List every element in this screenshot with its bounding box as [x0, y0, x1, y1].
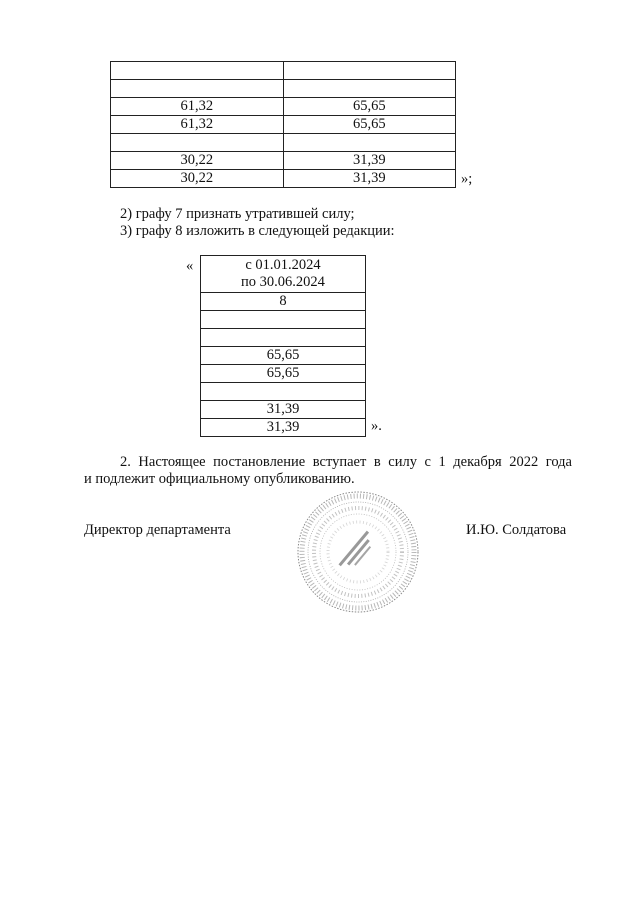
table-cell: 31,39	[283, 152, 456, 170]
item-3: 3) графу 8 изложить в следующей редакции:	[120, 223, 395, 239]
table-row	[111, 152, 456, 170]
table-cell: 65,65	[283, 116, 456, 134]
table-row	[201, 329, 366, 347]
table-cell	[111, 80, 284, 98]
table-cell: 30,22	[111, 170, 284, 188]
table-cell	[201, 329, 366, 347]
table-cell	[111, 62, 284, 80]
signature-position: Директор департамента	[84, 522, 231, 538]
table-top	[110, 61, 456, 188]
paragraph-2-line-1: 2. Настоящее постановление вступает в силу с 1 декабря 2022 года	[120, 454, 572, 470]
table-cell: 65,65	[201, 347, 366, 365]
table-cell: 30,22	[111, 152, 284, 170]
item-2: 2) графу 7 признать утратившей силу;	[120, 206, 355, 222]
table-cell: 61,32	[111, 116, 284, 134]
table-row	[201, 293, 366, 311]
table-row	[111, 134, 456, 152]
table-row	[111, 98, 456, 116]
header-line-1: с 01.01.2024	[245, 257, 321, 273]
table-row	[111, 116, 456, 134]
official-seal-icon	[296, 490, 420, 614]
table-row	[111, 170, 456, 188]
closing-quote-2: ».	[371, 418, 382, 434]
table-cell: 65,65	[283, 98, 456, 116]
table-row	[201, 401, 366, 419]
table-row	[201, 311, 366, 329]
table-cell	[201, 383, 366, 401]
table-row	[111, 80, 456, 98]
opening-quote-2: «	[186, 258, 194, 274]
table-cell	[111, 134, 284, 152]
table-cell	[283, 134, 456, 152]
table-column-8	[200, 255, 366, 437]
table-row	[201, 347, 366, 365]
table-cell	[283, 80, 456, 98]
table-cell: 31,39	[201, 401, 366, 419]
paragraph-2-line-2: и подлежит официальному опубликованию.	[84, 471, 355, 487]
table-cell: 8	[201, 293, 366, 311]
table-cell	[201, 311, 366, 329]
signature-name: И.Ю. Солдатова	[466, 522, 567, 538]
header-line-2: по 30.06.2024	[241, 274, 325, 290]
table-cell: 65,65	[201, 365, 366, 383]
table-cell: 31,39	[201, 419, 366, 437]
table-header-row	[201, 256, 366, 293]
table-cell	[283, 62, 456, 80]
table-cell: 31,39	[283, 170, 456, 188]
table-row	[201, 383, 366, 401]
table-row	[201, 419, 366, 437]
table-cell: 61,32	[111, 98, 284, 116]
closing-quote-1: »;	[461, 171, 473, 187]
table-row	[111, 62, 456, 80]
table-header-cell	[201, 256, 366, 293]
table-row	[201, 365, 366, 383]
